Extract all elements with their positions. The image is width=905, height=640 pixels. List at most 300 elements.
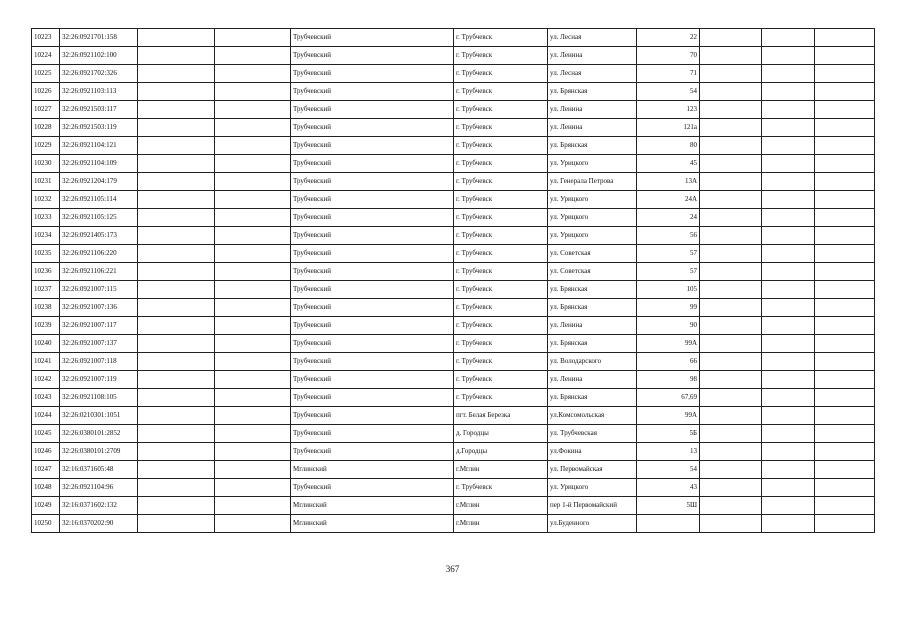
cell-cadastral-number: 32:26:0921503:117 [60, 101, 138, 119]
cell-street: ул. Трубчевская [548, 425, 637, 443]
cell-empty [215, 173, 291, 191]
cell-house-number: 24А [637, 191, 700, 209]
cell-empty [700, 191, 762, 209]
cell-district: Трубчевский [291, 137, 454, 155]
cell-record-number: 10231 [32, 173, 60, 191]
cell-empty [700, 227, 762, 245]
cell-empty [815, 191, 875, 209]
cell-empty [215, 425, 291, 443]
cell-settlement: г. Трубчевск [454, 317, 548, 335]
cell-record-number: 10228 [32, 119, 60, 137]
cell-district: Трубчевский [291, 479, 454, 497]
cell-house-number: 5Ш [637, 497, 700, 515]
cell-house-number: 121а [637, 119, 700, 137]
cell-settlement: д.Городцы [454, 443, 548, 461]
cell-cadastral-number: 32:26:0921702:326 [60, 65, 138, 83]
cell-empty [815, 119, 875, 137]
cell-empty [700, 119, 762, 137]
cell-empty [700, 281, 762, 299]
cell-settlement: г. Трубчевск [454, 101, 548, 119]
cell-empty [815, 29, 875, 47]
cell-district: Трубчевский [291, 389, 454, 407]
cell-street: ул. Урицкого [548, 191, 637, 209]
cell-street: ул. Брянская [548, 299, 637, 317]
cell-empty [700, 425, 762, 443]
cell-empty [215, 65, 291, 83]
cell-empty [215, 47, 291, 65]
cell-street: ул. Советская [548, 263, 637, 281]
cell-settlement: г. Трубчевск [454, 479, 548, 497]
cell-empty [762, 245, 815, 263]
cell-district: Трубчевский [291, 65, 454, 83]
cell-empty [138, 47, 215, 65]
table-row [32, 173, 875, 191]
cell-district: Трубчевский [291, 209, 454, 227]
cell-settlement: г. Трубчевск [454, 353, 548, 371]
cell-street: ул. Первомайская [548, 461, 637, 479]
table-row [32, 227, 875, 245]
cell-empty [138, 65, 215, 83]
cell-settlement: г. Трубчевск [454, 245, 548, 263]
cell-empty [700, 515, 762, 533]
cell-empty [138, 281, 215, 299]
cell-empty [138, 425, 215, 443]
table-row [32, 263, 875, 281]
cell-cadastral-number: 32:16:0370202:90 [60, 515, 138, 533]
cell-empty [138, 317, 215, 335]
cell-house-number: 70 [637, 47, 700, 65]
cell-empty [815, 515, 875, 533]
cell-empty [215, 335, 291, 353]
cell-empty [700, 101, 762, 119]
cell-empty [762, 119, 815, 137]
cell-empty [762, 137, 815, 155]
cell-empty [815, 317, 875, 335]
cell-district: Трубчевский [291, 155, 454, 173]
table-row [32, 137, 875, 155]
cell-empty [762, 443, 815, 461]
cell-empty [138, 263, 215, 281]
cell-empty [138, 335, 215, 353]
cell-empty [762, 389, 815, 407]
cell-record-number: 10232 [32, 191, 60, 209]
cell-house-number: 22 [637, 29, 700, 47]
cell-empty [762, 299, 815, 317]
cell-empty [215, 29, 291, 47]
cell-settlement: д. Городцы [454, 425, 548, 443]
cell-house-number: 66 [637, 353, 700, 371]
cell-empty [815, 461, 875, 479]
cell-cadastral-number: 32:26:0921104:109 [60, 155, 138, 173]
cell-district: Трубчевский [291, 263, 454, 281]
cell-empty [815, 155, 875, 173]
cell-empty [700, 497, 762, 515]
cell-empty [815, 281, 875, 299]
cell-empty [762, 65, 815, 83]
cell-record-number: 10243 [32, 389, 60, 407]
cell-district: Трубчевский [291, 227, 454, 245]
cell-empty [700, 443, 762, 461]
cell-settlement: г.Мглин [454, 461, 548, 479]
cell-district: Трубчевский [291, 353, 454, 371]
cell-record-number: 10234 [32, 227, 60, 245]
table-row [32, 281, 875, 299]
cell-settlement: г. Трубчевск [454, 119, 548, 137]
cell-record-number: 10250 [32, 515, 60, 533]
cell-cadastral-number: 32:26:0921007:115 [60, 281, 138, 299]
page-number: 367 [445, 564, 460, 574]
table-row [32, 335, 875, 353]
cell-empty [700, 245, 762, 263]
cell-empty [700, 461, 762, 479]
cell-district: Трубчевский [291, 317, 454, 335]
cell-district: Трубчевский [291, 407, 454, 425]
table-row [32, 245, 875, 263]
cell-settlement: г.Мглин [454, 497, 548, 515]
cell-empty [700, 353, 762, 371]
cell-empty [138, 173, 215, 191]
cell-street: ул. Брянская [548, 335, 637, 353]
cell-record-number: 10239 [32, 317, 60, 335]
cell-house-number: 13 [637, 443, 700, 461]
cell-record-number: 10240 [32, 335, 60, 353]
table-row [32, 389, 875, 407]
cell-empty [762, 29, 815, 47]
cell-empty [138, 407, 215, 425]
cell-empty [138, 353, 215, 371]
cell-street: ул. Ленина [548, 47, 637, 65]
cell-street: ул. Лесная [548, 29, 637, 47]
cell-record-number: 10235 [32, 245, 60, 263]
cell-house-number: 5Б [637, 425, 700, 443]
cell-empty [700, 83, 762, 101]
cell-empty [762, 173, 815, 191]
cell-cadastral-number: 32:26:0921104:121 [60, 137, 138, 155]
cell-house-number: 99А [637, 335, 700, 353]
cell-settlement: г. Трубчевск [454, 335, 548, 353]
cell-empty [700, 371, 762, 389]
cell-empty [215, 191, 291, 209]
cell-district: Трубчевский [291, 335, 454, 353]
cell-house-number: 67,69 [637, 389, 700, 407]
cell-empty [138, 227, 215, 245]
table-row [32, 209, 875, 227]
cell-settlement: г. Трубчевск [454, 137, 548, 155]
cell-empty [215, 353, 291, 371]
cell-empty [138, 191, 215, 209]
cell-record-number: 10229 [32, 137, 60, 155]
cell-street: ул.Комсомольская [548, 407, 637, 425]
cell-empty [700, 299, 762, 317]
cell-empty [762, 335, 815, 353]
table-row [32, 479, 875, 497]
cell-empty [815, 209, 875, 227]
cell-house-number: 43 [637, 479, 700, 497]
cell-empty [138, 155, 215, 173]
cell-district: Трубчевский [291, 173, 454, 191]
cell-settlement: г. Трубчевск [454, 47, 548, 65]
cell-cadastral-number: 32:26:0921108:105 [60, 389, 138, 407]
cell-record-number: 10237 [32, 281, 60, 299]
cell-house-number: 24 [637, 209, 700, 227]
cell-settlement: г.Мглин [454, 515, 548, 533]
cell-empty [815, 83, 875, 101]
cell-cadastral-number: 32:26:0921405:173 [60, 227, 138, 245]
cell-settlement: г. Трубчевск [454, 209, 548, 227]
cell-empty [815, 335, 875, 353]
cell-empty [700, 335, 762, 353]
cell-cadastral-number: 32:26:0380101:2709 [60, 443, 138, 461]
cell-cadastral-number: 32:26:0921104:96 [60, 479, 138, 497]
cell-cadastral-number: 32:26:0921106:221 [60, 263, 138, 281]
cell-district: Мглинский [291, 497, 454, 515]
cell-empty [815, 65, 875, 83]
cell-empty [815, 227, 875, 245]
cell-cadastral-number: 32:26:0921204:179 [60, 173, 138, 191]
cell-empty [215, 119, 291, 137]
cell-house-number: 13А [637, 173, 700, 191]
cell-settlement: пгт. Белая Березка [454, 407, 548, 425]
cell-house-number: 71 [637, 65, 700, 83]
cell-street: ул. Володарского [548, 353, 637, 371]
table-row [32, 119, 875, 137]
cell-empty [700, 209, 762, 227]
table-row [32, 497, 875, 515]
cell-empty [700, 173, 762, 191]
cell-street: ул. Ленина [548, 119, 637, 137]
cell-empty [138, 443, 215, 461]
cell-street: ул. Брянская [548, 281, 637, 299]
cell-settlement: г. Трубчевск [454, 29, 548, 47]
cell-house-number: 98 [637, 371, 700, 389]
cell-settlement: г. Трубчевск [454, 65, 548, 83]
cell-street: ул. Урицкого [548, 227, 637, 245]
cell-empty [138, 299, 215, 317]
cell-empty [815, 137, 875, 155]
cell-empty [138, 479, 215, 497]
cell-record-number: 10247 [32, 461, 60, 479]
cell-house-number: 99А [637, 407, 700, 425]
cell-record-number: 10244 [32, 407, 60, 425]
cell-street: ул. Брянская [548, 137, 637, 155]
cell-record-number: 10248 [32, 479, 60, 497]
cell-record-number: 10246 [32, 443, 60, 461]
cell-empty [138, 119, 215, 137]
table-row [32, 83, 875, 101]
cell-cadastral-number: 32:26:0921007:119 [60, 371, 138, 389]
cell-empty [700, 317, 762, 335]
cell-street: ул. Урицкого [548, 209, 637, 227]
cell-empty [815, 479, 875, 497]
cell-empty [700, 407, 762, 425]
cell-settlement: г. Трубчевск [454, 281, 548, 299]
cell-street: пер 1-й Первомайский [548, 497, 637, 515]
cell-empty [138, 245, 215, 263]
cell-record-number: 10242 [32, 371, 60, 389]
cell-empty [215, 371, 291, 389]
cell-record-number: 10249 [32, 497, 60, 515]
cell-empty [815, 173, 875, 191]
cell-empty [762, 155, 815, 173]
cell-cadastral-number: 32:26:0921105:114 [60, 191, 138, 209]
cell-empty [215, 317, 291, 335]
cell-empty [815, 101, 875, 119]
cell-empty [215, 299, 291, 317]
cell-empty [762, 407, 815, 425]
cell-record-number: 10233 [32, 209, 60, 227]
cell-street: ул. Ленина [548, 317, 637, 335]
cell-district: Трубчевский [291, 101, 454, 119]
table-row [32, 47, 875, 65]
cell-empty [762, 227, 815, 245]
cell-empty [138, 515, 215, 533]
cell-empty [215, 263, 291, 281]
cell-street: ул. Брянская [548, 83, 637, 101]
cell-cadastral-number: 32:26:0210301:1051 [60, 407, 138, 425]
cell-house-number: 57 [637, 263, 700, 281]
cell-empty [762, 281, 815, 299]
cell-empty [138, 209, 215, 227]
cell-record-number: 10236 [32, 263, 60, 281]
cell-empty [762, 461, 815, 479]
cell-empty [815, 245, 875, 263]
cell-record-number: 10241 [32, 353, 60, 371]
cell-empty [762, 191, 815, 209]
cell-empty [138, 137, 215, 155]
cell-district: Трубчевский [291, 119, 454, 137]
cell-district: Трубчевский [291, 281, 454, 299]
table-row [32, 407, 875, 425]
cell-empty [215, 101, 291, 119]
cell-house-number: 56 [637, 227, 700, 245]
cell-street: ул. Урицкого [548, 479, 637, 497]
cell-house-number: 123 [637, 101, 700, 119]
cell-settlement: г. Трубчевск [454, 191, 548, 209]
cell-house-number: 54 [637, 461, 700, 479]
data-table [31, 28, 875, 533]
cell-empty [700, 47, 762, 65]
cell-empty [215, 245, 291, 263]
cell-cadastral-number: 32:26:0921007:137 [60, 335, 138, 353]
cell-district: Трубчевский [291, 443, 454, 461]
cell-settlement: г. Трубчевск [454, 173, 548, 191]
cell-empty [700, 389, 762, 407]
cell-settlement: г. Трубчевск [454, 371, 548, 389]
cell-house-number: 80 [637, 137, 700, 155]
cell-house-number: 54 [637, 83, 700, 101]
cell-empty [138, 29, 215, 47]
cell-house-number: 90 [637, 317, 700, 335]
cell-record-number: 10225 [32, 65, 60, 83]
cell-street: ул. Ленина [548, 371, 637, 389]
cell-settlement: г. Трубчевск [454, 299, 548, 317]
cell-district: Трубчевский [291, 299, 454, 317]
cell-street: ул. Советская [548, 245, 637, 263]
cell-empty [138, 461, 215, 479]
cell-empty [700, 137, 762, 155]
cell-empty [700, 155, 762, 173]
cell-empty [815, 425, 875, 443]
cell-district: Трубчевский [291, 371, 454, 389]
cell-house-number: 45 [637, 155, 700, 173]
cell-district: Мглинский [291, 461, 454, 479]
cell-street: ул. Лесная [548, 65, 637, 83]
cell-empty [215, 155, 291, 173]
table-row [32, 29, 875, 47]
cell-district: Трубчевский [291, 47, 454, 65]
cell-cadastral-number: 32:26:0380101:2852 [60, 425, 138, 443]
cell-settlement: г. Трубчевск [454, 155, 548, 173]
cell-cadastral-number: 32:16:0371602:132 [60, 497, 138, 515]
cell-house-number: 99 [637, 299, 700, 317]
table-row [32, 155, 875, 173]
cell-empty [815, 263, 875, 281]
cell-empty [215, 209, 291, 227]
cell-cadastral-number: 32:26:0921503:119 [60, 119, 138, 137]
cell-empty [815, 407, 875, 425]
cell-district: Трубчевский [291, 83, 454, 101]
cell-empty [700, 479, 762, 497]
cell-empty [215, 443, 291, 461]
cell-empty [762, 317, 815, 335]
cell-empty [762, 353, 815, 371]
cell-empty [815, 47, 875, 65]
cell-district: Мглинский [291, 515, 454, 533]
table-row [32, 317, 875, 335]
table-row [32, 101, 875, 119]
cell-empty [215, 515, 291, 533]
cell-empty [815, 443, 875, 461]
table-row [32, 353, 875, 371]
cell-empty [138, 389, 215, 407]
cell-cadastral-number: 32:26:0921102:100 [60, 47, 138, 65]
cell-cadastral-number: 32:26:0921007:117 [60, 317, 138, 335]
table-row [32, 425, 875, 443]
cell-record-number: 10230 [32, 155, 60, 173]
cell-settlement: г. Трубчевск [454, 389, 548, 407]
cell-district: Трубчевский [291, 245, 454, 263]
cell-street: ул.Фокина [548, 443, 637, 461]
cell-empty [815, 389, 875, 407]
table-row [32, 461, 875, 479]
cell-street: ул. Урицкого [548, 155, 637, 173]
cell-empty [215, 407, 291, 425]
table-row [32, 515, 875, 533]
cell-record-number: 10245 [32, 425, 60, 443]
cell-street: ул. Ленина [548, 101, 637, 119]
cell-house-number: 57 [637, 245, 700, 263]
cell-street: ул. Генерала Петрова [548, 173, 637, 191]
cell-empty [138, 497, 215, 515]
cell-cadastral-number: 32:16:0371605:48 [60, 461, 138, 479]
cell-empty [815, 497, 875, 515]
cell-empty [762, 209, 815, 227]
cell-empty [762, 83, 815, 101]
cell-district: Трубчевский [291, 425, 454, 443]
table-row [32, 299, 875, 317]
cell-empty [700, 29, 762, 47]
cell-empty [762, 497, 815, 515]
cell-empty [762, 47, 815, 65]
cell-record-number: 10223 [32, 29, 60, 47]
cell-street: ул.Буденного [548, 515, 637, 533]
cell-empty [700, 65, 762, 83]
cell-empty [762, 479, 815, 497]
cell-empty [215, 497, 291, 515]
cell-empty [138, 83, 215, 101]
cell-house-number [637, 515, 700, 533]
cell-record-number: 10226 [32, 83, 60, 101]
